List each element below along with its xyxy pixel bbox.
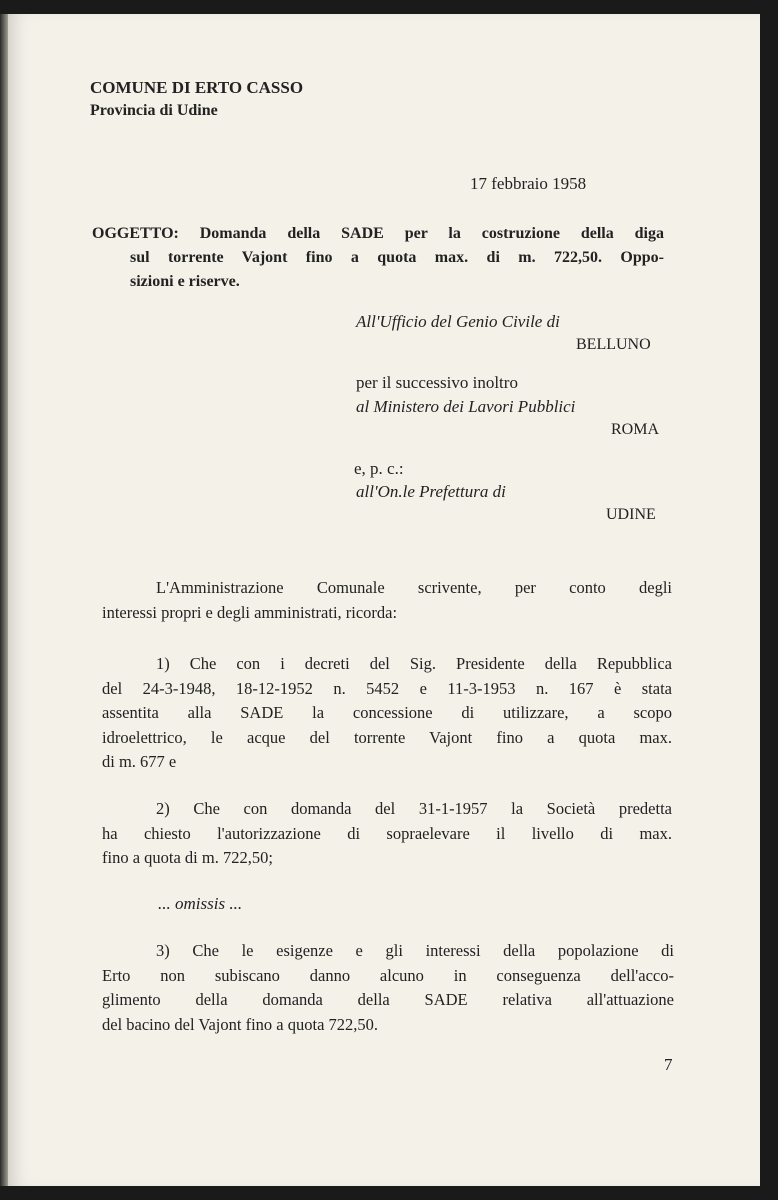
subject-line: sizioni e riserve. xyxy=(130,273,240,290)
intro-paragraph xyxy=(102,576,672,625)
paragraph-line: assentita alla SADE la concessione di utilizzare, a scopo xyxy=(102,703,672,722)
recipient-city: ROMA xyxy=(611,421,660,438)
recipient-office: All'Ufficio del Genio Civile di xyxy=(356,312,560,331)
paragraph-line: Erto non subiscano danno alcuno in conseguenza dell'acco- xyxy=(102,965,674,985)
omissis-marker: ... omissis ... xyxy=(158,894,243,913)
paragraph-line: interessi propri e degli amministrati, ricorda: xyxy=(102,602,398,622)
paragraph-line: idroelettrico, le acque del torrente Vajont fino a quota max. xyxy=(102,727,672,747)
paragraph-line: fino a quota di m. 722,50; xyxy=(102,848,273,867)
subject-label: OGGETTO: xyxy=(92,225,179,242)
recipient-prefecture: all'On.le Prefettura di xyxy=(356,482,506,501)
subject-line: sul torrente Vajont fino a quota max. di m. 722,50. Oppo- xyxy=(130,249,664,266)
subject-line: Domanda della SADE per la costruzione della diga xyxy=(199,225,664,242)
forwarding-note: per il successivo inoltro xyxy=(356,373,518,392)
paragraph-line: 3) Che le esigenze e gli interessi della popolazione di xyxy=(156,941,674,960)
item-1-paragraph xyxy=(102,652,672,775)
paragraph-line: ha chiesto l'autorizzazione di sopraelevare il livello di max. xyxy=(102,823,672,843)
letter-date: 17 febbraio 1958 xyxy=(470,174,587,193)
page-number: 7 xyxy=(664,1055,673,1074)
recipient-ministry: al Ministero dei Lavori Pubblici xyxy=(356,397,576,416)
province-heading: Provincia di Udine xyxy=(90,102,218,119)
paragraph-line: del 24-3-1948, 18-12-1952 n. 5452 e 11-3-1953 n. 167 è stata xyxy=(102,678,672,698)
copy-note: e, p. c.: xyxy=(354,459,404,478)
municipality-heading: COMUNE DI ERTO CASSO xyxy=(90,78,304,97)
item-2-paragraph xyxy=(102,797,672,871)
paragraph-line: di m. 677 e xyxy=(102,752,177,771)
recipient-city: UDINE xyxy=(606,506,656,523)
paragraph-line: 2) Che con domanda del 31-1-1957 la Società predetta xyxy=(156,799,672,818)
paragraph-line: 1) Che con i decreti del Sig. Presidente della Repubblica xyxy=(156,654,672,673)
item-3-paragraph xyxy=(102,939,674,1037)
paragraph-line: L'Amministrazione Comunale scrivente, per conto degli xyxy=(156,578,672,597)
recipient-city: BELLUNO xyxy=(576,336,651,353)
paragraph-line: glimento della domanda della SADE relativa all'attuazione xyxy=(102,990,674,1009)
subject-block xyxy=(92,222,664,294)
paragraph-line: del bacino del Vajont fino a quota 722,50. xyxy=(102,1014,379,1034)
